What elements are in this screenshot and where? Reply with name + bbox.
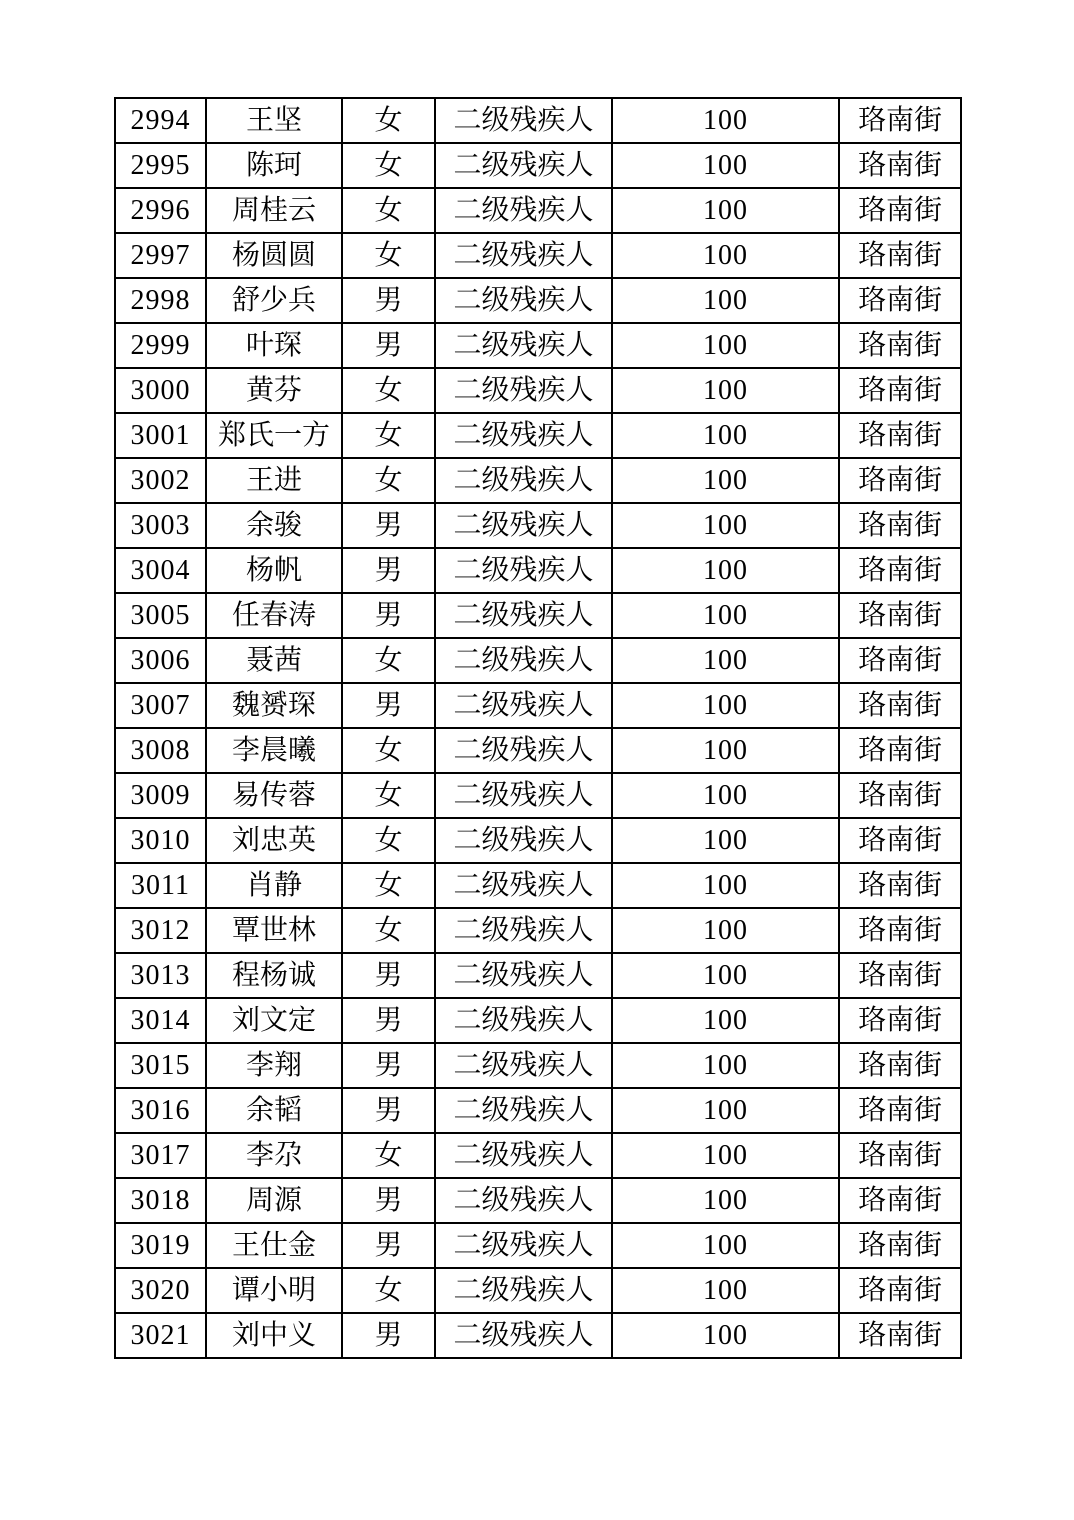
cell-name: 王进 [206,458,342,503]
cell-id: 3021 [115,1313,206,1358]
cell-name: 魏赟琛 [206,683,342,728]
cell-id: 2999 [115,323,206,368]
cell-id: 3006 [115,638,206,683]
cell-category: 二级残疾人 [435,1313,612,1358]
cell-id: 3001 [115,413,206,458]
cell-street: 珞南街 [839,998,961,1043]
cell-name: 肖静 [206,863,342,908]
cell-amount: 100 [612,953,839,998]
cell-id: 3013 [115,953,206,998]
cell-amount: 100 [612,998,839,1043]
cell-category: 二级残疾人 [435,503,612,548]
table-row [115,773,961,818]
cell-id: 3009 [115,773,206,818]
cell-street: 珞南街 [839,908,961,953]
cell-amount: 100 [612,188,839,233]
cell-gender: 男 [342,1178,435,1223]
table-row [115,458,961,503]
cell-street: 珞南街 [839,188,961,233]
cell-street: 珞南街 [839,548,961,593]
cell-category: 二级残疾人 [435,413,612,458]
table-row [115,503,961,548]
cell-id: 3011 [115,863,206,908]
table-row [115,1133,961,1178]
cell-amount: 100 [612,638,839,683]
cell-gender: 男 [342,323,435,368]
cell-street: 珞南街 [839,683,961,728]
table-row [115,863,961,908]
cell-category: 二级残疾人 [435,683,612,728]
table-row [115,908,961,953]
table-row [115,233,961,278]
cell-category: 二级残疾人 [435,998,612,1043]
cell-category: 二级残疾人 [435,908,612,953]
cell-category: 二级残疾人 [435,458,612,503]
cell-category: 二级残疾人 [435,1268,612,1313]
table-row [115,548,961,593]
table-row [115,638,961,683]
cell-category: 二级残疾人 [435,368,612,413]
cell-amount: 100 [612,368,839,413]
cell-id: 2994 [115,98,206,143]
table-row [115,368,961,413]
cell-gender: 女 [342,818,435,863]
cell-amount: 100 [612,728,839,773]
table-row [115,1178,961,1223]
table-row [115,683,961,728]
cell-name: 刘中义 [206,1313,342,1358]
cell-gender: 女 [342,1133,435,1178]
cell-name: 周桂云 [206,188,342,233]
cell-street: 珞南街 [839,278,961,323]
cell-street: 珞南街 [839,413,961,458]
table-row [115,188,961,233]
cell-amount: 100 [612,593,839,638]
cell-name: 覃世林 [206,908,342,953]
cell-amount: 100 [612,323,839,368]
cell-amount: 100 [612,1313,839,1358]
cell-amount: 100 [612,1223,839,1268]
cell-gender: 男 [342,503,435,548]
cell-id: 2998 [115,278,206,323]
cell-category: 二级残疾人 [435,188,612,233]
cell-category: 二级残疾人 [435,1088,612,1133]
cell-name: 舒少兵 [206,278,342,323]
table-row [115,1088,961,1133]
table-row [115,998,961,1043]
cell-name: 程杨诚 [206,953,342,998]
cell-category: 二级残疾人 [435,728,612,773]
cell-amount: 100 [612,458,839,503]
cell-street: 珞南街 [839,1088,961,1133]
cell-street: 珞南街 [839,593,961,638]
cell-id: 3016 [115,1088,206,1133]
cell-name: 刘文定 [206,998,342,1043]
cell-category: 二级残疾人 [435,638,612,683]
cell-name: 余骏 [206,503,342,548]
table-body [115,98,961,1358]
cell-name: 聂茜 [206,638,342,683]
cell-name: 陈珂 [206,143,342,188]
cell-amount: 100 [612,1088,839,1133]
cell-gender: 女 [342,458,435,503]
cell-id: 3005 [115,593,206,638]
cell-gender: 男 [342,1088,435,1133]
cell-category: 二级残疾人 [435,593,612,638]
cell-id: 2996 [115,188,206,233]
cell-category: 二级残疾人 [435,863,612,908]
cell-category: 二级残疾人 [435,278,612,323]
cell-amount: 100 [612,413,839,458]
cell-gender: 男 [342,1223,435,1268]
cell-amount: 100 [612,908,839,953]
cell-street: 珞南街 [839,368,961,413]
cell-id: 3012 [115,908,206,953]
cell-amount: 100 [612,548,839,593]
cell-name: 李翔 [206,1043,342,1088]
cell-street: 珞南街 [839,233,961,278]
cell-id: 2997 [115,233,206,278]
cell-id: 3003 [115,503,206,548]
cell-name: 王坚 [206,98,342,143]
cell-name: 谭小明 [206,1268,342,1313]
cell-street: 珞南街 [839,863,961,908]
cell-amount: 100 [612,683,839,728]
cell-category: 二级残疾人 [435,1043,612,1088]
cell-name: 余韬 [206,1088,342,1133]
cell-street: 珞南街 [839,1178,961,1223]
cell-amount: 100 [612,1268,839,1313]
cell-gender: 女 [342,368,435,413]
cell-amount: 100 [612,143,839,188]
cell-id: 2995 [115,143,206,188]
cell-street: 珞南街 [839,1268,961,1313]
cell-category: 二级残疾人 [435,98,612,143]
cell-id: 3019 [115,1223,206,1268]
table-row [115,143,961,188]
cell-id: 3015 [115,1043,206,1088]
cell-gender: 男 [342,1043,435,1088]
table-row [115,278,961,323]
cell-gender: 男 [342,548,435,593]
cell-gender: 男 [342,953,435,998]
cell-name: 王仕金 [206,1223,342,1268]
cell-name: 易传蓉 [206,773,342,818]
cell-gender: 男 [342,593,435,638]
cell-id: 3014 [115,998,206,1043]
cell-street: 珞南街 [839,638,961,683]
cell-category: 二级残疾人 [435,1133,612,1178]
cell-category: 二级残疾人 [435,323,612,368]
cell-id: 3020 [115,1268,206,1313]
cell-name: 杨帆 [206,548,342,593]
cell-gender: 女 [342,233,435,278]
cell-amount: 100 [612,503,839,548]
cell-amount: 100 [612,863,839,908]
cell-street: 珞南街 [839,1043,961,1088]
table-row [115,1043,961,1088]
cell-category: 二级残疾人 [435,1223,612,1268]
cell-amount: 100 [612,278,839,323]
cell-id: 3008 [115,728,206,773]
cell-amount: 100 [612,1133,839,1178]
cell-id: 3018 [115,1178,206,1223]
cell-name: 周源 [206,1178,342,1223]
cell-amount: 100 [612,1043,839,1088]
cell-gender: 女 [342,143,435,188]
table-row [115,1223,961,1268]
cell-street: 珞南街 [839,1223,961,1268]
cell-street: 珞南街 [839,458,961,503]
table-row [115,323,961,368]
cell-id: 3002 [115,458,206,503]
cell-gender: 女 [342,413,435,458]
cell-category: 二级残疾人 [435,1178,612,1223]
cell-amount: 100 [612,818,839,863]
cell-gender: 女 [342,773,435,818]
table-row [115,818,961,863]
cell-name: 刘忠英 [206,818,342,863]
beneficiary-table [114,97,962,1359]
cell-amount: 100 [612,773,839,818]
cell-street: 珞南街 [839,143,961,188]
cell-street: 珞南街 [839,1133,961,1178]
cell-gender: 女 [342,98,435,143]
cell-amount: 100 [612,233,839,278]
cell-gender: 男 [342,1313,435,1358]
cell-street: 珞南街 [839,953,961,998]
cell-name: 任春涛 [206,593,342,638]
table-row [115,1313,961,1358]
cell-gender: 女 [342,863,435,908]
cell-name: 叶琛 [206,323,342,368]
cell-id: 3007 [115,683,206,728]
cell-gender: 女 [342,728,435,773]
cell-name: 李尕 [206,1133,342,1178]
cell-category: 二级残疾人 [435,818,612,863]
cell-street: 珞南街 [839,503,961,548]
table-row [115,593,961,638]
cell-gender: 女 [342,188,435,233]
table-row [115,1268,961,1313]
cell-street: 珞南街 [839,1313,961,1358]
table-row [115,728,961,773]
cell-street: 珞南街 [839,728,961,773]
cell-id: 3004 [115,548,206,593]
table-row [115,953,961,998]
cell-id: 3017 [115,1133,206,1178]
cell-street: 珞南街 [839,818,961,863]
cell-street: 珞南街 [839,98,961,143]
cell-category: 二级残疾人 [435,953,612,998]
table-row [115,98,961,143]
cell-gender: 女 [342,908,435,953]
cell-name: 杨圆圆 [206,233,342,278]
cell-gender: 女 [342,638,435,683]
cell-id: 3010 [115,818,206,863]
cell-name: 黄芬 [206,368,342,413]
cell-category: 二级残疾人 [435,233,612,278]
table-row [115,413,961,458]
cell-gender: 男 [342,998,435,1043]
cell-gender: 女 [342,1268,435,1313]
cell-street: 珞南街 [839,773,961,818]
cell-name: 郑氏一方 [206,413,342,458]
cell-gender: 男 [342,278,435,323]
cell-name: 李晨曦 [206,728,342,773]
cell-amount: 100 [612,1178,839,1223]
cell-gender: 男 [342,683,435,728]
cell-id: 3000 [115,368,206,413]
cell-category: 二级残疾人 [435,773,612,818]
cell-category: 二级残疾人 [435,143,612,188]
cell-street: 珞南街 [839,323,961,368]
cell-category: 二级残疾人 [435,548,612,593]
cell-amount: 100 [612,98,839,143]
